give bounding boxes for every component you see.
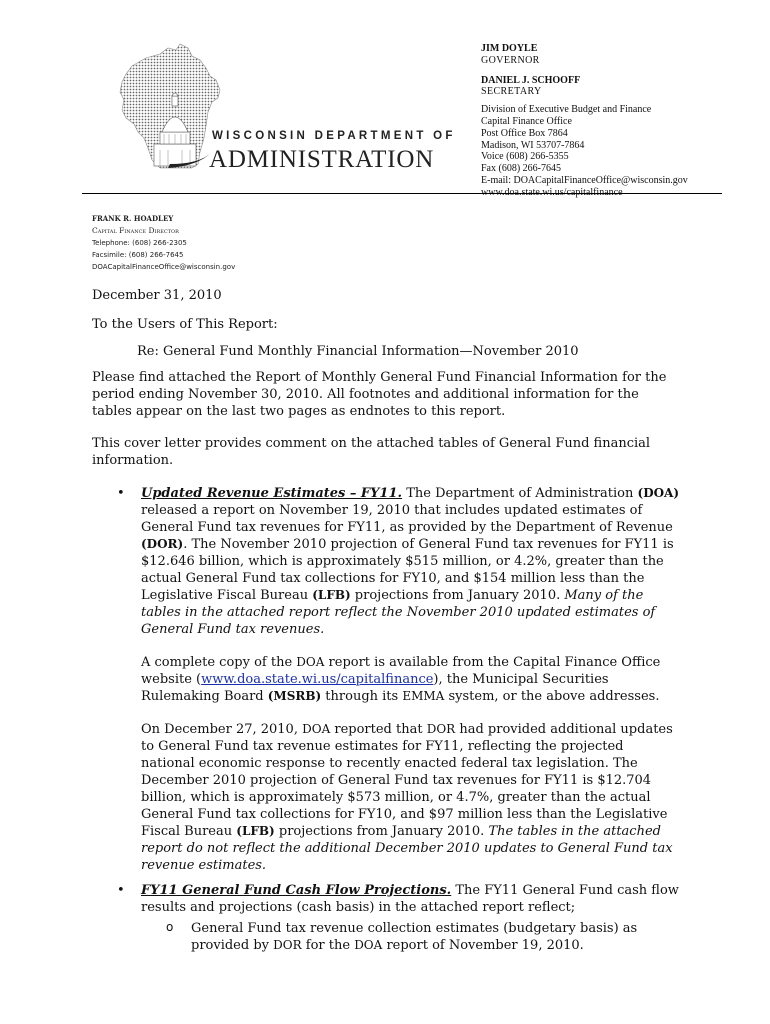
director-block — [92, 213, 235, 273]
director-telephone: Telephone: (608) 266-2305 — [92, 239, 187, 247]
office-line: Fax (608) 266-7645 — [481, 163, 561, 175]
secretary-title: SECRETARY — [481, 86, 542, 98]
revenue-estimates-heading: Updated Revenue Estimates – FY11. — [141, 486, 403, 501]
header-divider — [82, 193, 722, 194]
cash-flow-heading: FY11 General Fund Cash Flow Projections. — [141, 883, 452, 898]
bullet-marker: • — [117, 486, 125, 501]
cash-flow-item: FY11 General Fund Cash Flow Projections. The FY11 General Fund cash flow results and projections (cash basis) in the attached report reflect; — [141, 883, 679, 915]
office-line: Capital Finance Office — [481, 115, 572, 127]
letter-date: December 31, 2010 — [92, 288, 222, 303]
revenue-estimates-note: Many of the tables in the attached report reflect the November 2010 updated estimates of General Fund tax revenues. — [141, 588, 656, 637]
office-line: Post Office Box 7864 — [481, 127, 568, 139]
secretary-name: DANIEL J. SCHOOFF — [481, 74, 581, 86]
december-update-note: The tables in the attached report do not reflect the additional December 2010 updates to General Fund tax revenue estimates. — [141, 824, 673, 873]
office-line: Voice (608) 266-5355 — [481, 151, 569, 163]
director-name: FRANK R. HOADLEY — [92, 214, 174, 223]
director-facsimile: Facsimile: (608) 266-7645 — [92, 251, 184, 259]
office-website[interactable]: www.doa.state.wi.us/capitalfinance — [481, 186, 623, 198]
department-name-line2: ADMINISTRATION — [209, 146, 435, 173]
office-address — [481, 104, 688, 198]
department-name-line1: WISCONSIN DEPARTMENT OF — [212, 130, 456, 142]
officials-block — [481, 43, 688, 199]
office-email[interactable]: E-mail: DOACapitalFinanceOffice@wisconsin.gov — [481, 174, 688, 186]
report-availability-paragraph: A complete copy of the DOA report is available from the Capital Finance Office website (www.doa.state.wi.us/capitalfinance), the Municipal Securities Rulemaking Board (MSRB) through its EMMA system, or the above addresses. — [141, 655, 661, 704]
director-email[interactable]: DOACapitalFinanceOffice@wisconsin.gov — [92, 263, 236, 271]
december-update-paragraph: On December 27, 2010, DOA reported that DOR had provided additional updates to General Fund tax revenue estimates for FY11, reflecting the projected national economic response to recently enacted federal tax legislation. The December 2010 projection of General Fund tax revenues for FY11 is $12.704 billion, which is approximately $573 million, or 4.7%, greater than the actual General Fund tax collections for FY10, and $97 million less than the Legislative Fiscal Bureau (LFB) projections from January 2010. The tables in the attached report do not reflect the additional December 2010 updates to General Fund tax revenue estimates. — [141, 722, 673, 873]
tax-collection-subitem: General Fund tax revenue collection estimates (budgetary basis) as provided by DOR for the DOA report of November 19, 2010. — [191, 921, 638, 953]
governor-title: GOVERNOR — [481, 54, 540, 66]
office-line: Division of Executive Budget and Finance — [481, 104, 652, 116]
lfb-abbrev: (LFB) — [312, 588, 351, 602]
sub-bullet-marker: o — [166, 920, 174, 934]
director-title: Capital Finance Director — [92, 226, 179, 235]
doa-abbrev: (DOA) — [637, 486, 680, 500]
bullet-marker: • — [117, 883, 125, 898]
capital-finance-link[interactable]: www.doa.state.wi.us/capitalfinance — [201, 672, 434, 687]
salutation: To the Users of This Report: — [92, 317, 278, 332]
office-line: Madison, WI 53707-7864 — [481, 139, 585, 151]
revenue-estimates-item: Updated Revenue Estimates – FY11. The Department of Administration (DOA) released a report on November 19, 2010 that includes updated estimates of General Fund tax revenues for FY11, as provided by the Department of Revenue (DOR). The November 2010 projection of General Fund tax revenues for FY11 is $12.646 billion, which is approximately $515 million, or 4.2%, greater than the actual General Fund tax collections for FY10, and $154 million less than the Legislative Fiscal Bureau (LFB) projections from January 2010. Many of the tables in the attached report reflect the November 2010 updated estimates of General Fund tax revenues. — [141, 486, 680, 637]
intro-paragraph: Please find attached the Report of Monthly General Fund Financial Information for the period ending November 30, 2010. All footnotes and additional information for the tables appear on the last two pages as endnotes to this report. — [92, 370, 667, 419]
msrb-abbrev: (MSRB) — [267, 689, 322, 703]
subject-line: Re: General Fund Monthly Financial Information—November 2010 — [137, 344, 579, 359]
cover-paragraph: This cover letter provides comment on the attached tables of General Fund financial information. — [92, 436, 651, 468]
governor-name: JIM DOYLE — [481, 43, 538, 54]
dor-abbrev: (DOR) — [141, 537, 184, 551]
